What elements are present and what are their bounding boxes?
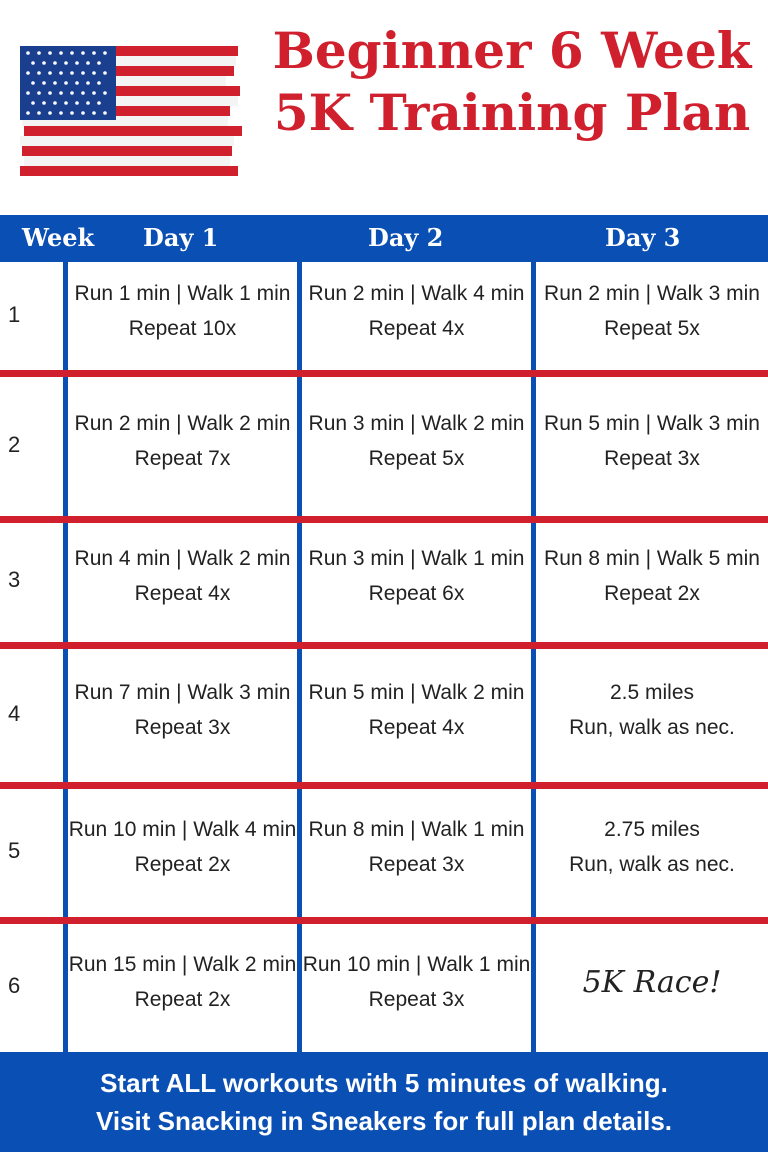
workout-repeat: Repeat 3x <box>368 852 465 876</box>
race-day-label: 5K Race! <box>582 965 722 1000</box>
footer-banner <box>0 1052 768 1152</box>
flag-star <box>92 91 96 95</box>
workout-repeat: Repeat 3x <box>368 988 465 1011</box>
table-cell-day1 <box>68 947 297 1017</box>
row-divider <box>0 782 768 789</box>
flag-stripe <box>20 136 234 146</box>
workout-text: Run 7 min | Walk 3 min <box>74 680 291 704</box>
flag-star <box>26 111 30 115</box>
workout-text: Run 4 min | Walk 2 min <box>74 546 291 570</box>
flag-star <box>31 61 35 65</box>
flag-star <box>75 81 79 85</box>
title-line-1: Beginner 6 Week <box>272 21 752 80</box>
workout-text: Run 15 min | Walk 2 min <box>68 953 297 976</box>
workout-text: Run 2 min | Walk 4 min <box>308 282 525 305</box>
flag-star <box>81 51 85 55</box>
flag-star <box>31 101 35 105</box>
column-divider <box>531 262 536 1052</box>
flag-star <box>53 61 57 65</box>
flag-star <box>42 81 46 85</box>
flag-star <box>59 111 63 115</box>
flag-star <box>75 101 79 105</box>
workout-repeat: Repeat 4x <box>368 317 465 340</box>
flag-star <box>59 71 63 75</box>
column-divider <box>297 262 302 1052</box>
flag-star <box>92 111 96 115</box>
workout-repeat: Repeat 3x <box>604 447 700 470</box>
workout-repeat: Repeat 2x <box>604 581 700 605</box>
flag-star <box>37 111 41 115</box>
flag-star <box>81 71 85 75</box>
flag-star <box>81 111 85 115</box>
flag-star <box>103 91 107 95</box>
workout-text: Run 8 min | Walk 1 min <box>308 817 525 841</box>
workout-repeat: Run, walk as nec. <box>569 852 735 876</box>
flag-star <box>97 81 101 85</box>
american-flag-icon <box>14 40 246 182</box>
flag-star <box>70 111 74 115</box>
workout-repeat: Repeat 7x <box>134 447 231 470</box>
header <box>0 0 768 215</box>
workout-repeat: Run, walk as nec. <box>569 715 735 739</box>
workout-text: Run 10 min | Walk 4 min <box>68 817 297 841</box>
table-cell-day3 <box>536 406 768 476</box>
workout-text: Run 3 min | Walk 2 min <box>308 412 525 435</box>
table-cell-day2 <box>302 406 531 476</box>
table-cell-day2 <box>302 541 531 611</box>
table-cell-day2 <box>302 947 531 1017</box>
flag-star <box>26 71 30 75</box>
flag-star <box>86 61 90 65</box>
row-divider <box>0 917 768 924</box>
flag-star <box>70 51 74 55</box>
table-cell-day2 <box>302 276 531 346</box>
flag-stripe <box>22 146 232 156</box>
flag-star <box>31 81 35 85</box>
flag-star <box>92 51 96 55</box>
workout-repeat: Repeat 5x <box>604 317 700 340</box>
table-header <box>0 215 768 262</box>
footer-line-1: Start ALL workouts with 5 minutes of walking. <box>100 1068 668 1098</box>
flag-star <box>97 101 101 105</box>
workout-repeat: Repeat 10x <box>128 317 237 340</box>
table-cell-day3 <box>536 541 768 611</box>
week-number: 3 <box>8 566 21 592</box>
table-cell-day3 <box>536 675 768 745</box>
flag-stripe <box>20 166 238 176</box>
title-line-2: 5K Training Plan <box>273 83 751 142</box>
week-number: 6 <box>8 973 21 998</box>
flag-star <box>86 81 90 85</box>
table-cell-day3 <box>536 965 768 1000</box>
flag-star <box>86 101 90 105</box>
flag-star <box>59 91 63 95</box>
week-number: 1 <box>8 302 21 327</box>
flag-star <box>53 101 57 105</box>
flag-star <box>48 51 52 55</box>
workout-text: Run 2 min | Walk 2 min <box>74 412 291 435</box>
column-header-day-3: Day 3 <box>605 223 681 252</box>
workout-repeat: Repeat 2x <box>134 988 231 1011</box>
flag-star <box>70 71 74 75</box>
column-divider <box>63 262 68 1052</box>
flag-star <box>75 61 79 65</box>
flag-star <box>64 101 68 105</box>
workout-text: Run 8 min | Walk 5 min <box>544 546 760 570</box>
workout-text: Run 5 min | Walk 2 min <box>308 680 525 704</box>
flag-star <box>48 71 52 75</box>
table-cell-day1 <box>68 276 297 346</box>
table-cell-day1 <box>68 406 297 476</box>
workout-text: Run 1 min | Walk 1 min <box>74 282 291 305</box>
flag-stripe <box>24 126 242 136</box>
table-cell-day3 <box>536 812 768 882</box>
workout-text: Run 5 min | Walk 3 min <box>544 412 760 435</box>
row-divider <box>0 516 768 523</box>
flag-star <box>70 91 74 95</box>
flag-star <box>26 91 30 95</box>
flag-stripe <box>24 156 230 166</box>
row-divider <box>0 642 768 649</box>
flag-star <box>103 51 107 55</box>
flag-star <box>97 61 101 65</box>
table-cell-day2 <box>302 812 531 882</box>
workout-text: Run 10 min | Walk 1 min <box>302 953 531 976</box>
flag-star <box>59 51 63 55</box>
workout-repeat: Repeat 4x <box>134 581 231 605</box>
flag-star <box>26 51 30 55</box>
flag-star <box>64 81 68 85</box>
week-number: 4 <box>8 700 21 726</box>
flag-star <box>42 61 46 65</box>
flag-star <box>103 71 107 75</box>
flag-star <box>81 91 85 95</box>
flag-star <box>42 101 46 105</box>
table-cell-day1 <box>68 541 297 611</box>
table-cell-day1 <box>68 812 297 882</box>
flag-star <box>103 111 107 115</box>
workout-repeat: Repeat 6x <box>368 581 465 605</box>
table-cell-day3 <box>536 276 768 346</box>
column-header-day-1: Day 1 <box>143 223 219 252</box>
workout-repeat: Repeat 2x <box>134 852 231 876</box>
workout-repeat: Repeat 3x <box>134 715 231 739</box>
flag-star <box>37 91 41 95</box>
column-header-day-2: Day 2 <box>368 223 444 252</box>
workout-repeat: Repeat 5x <box>368 447 465 470</box>
flag-star <box>37 51 41 55</box>
row-divider <box>0 370 768 377</box>
page-title <box>262 20 762 144</box>
table-cell-day1 <box>68 675 297 745</box>
flag-star <box>37 71 41 75</box>
column-header-week: Week <box>22 223 95 252</box>
week-number: 2 <box>8 432 21 457</box>
workout-text: 2.5 miles <box>609 680 695 704</box>
training-table <box>0 262 768 1052</box>
week-number: 5 <box>8 837 21 863</box>
workout-text: Run 2 min | Walk 3 min <box>544 282 760 305</box>
flag-star <box>48 111 52 115</box>
table-cell-day2 <box>302 675 531 745</box>
workout-text: 2.75 miles <box>604 817 700 841</box>
footer-line-2: Visit Snacking in Sneakers for full plan details. <box>95 1106 673 1136</box>
workout-repeat: Repeat 4x <box>368 715 465 739</box>
workout-text: Run 3 min | Walk 1 min <box>308 546 525 570</box>
flag-star <box>53 81 57 85</box>
flag-star <box>92 71 96 75</box>
flag-star <box>64 61 68 65</box>
flag-star <box>48 91 52 95</box>
